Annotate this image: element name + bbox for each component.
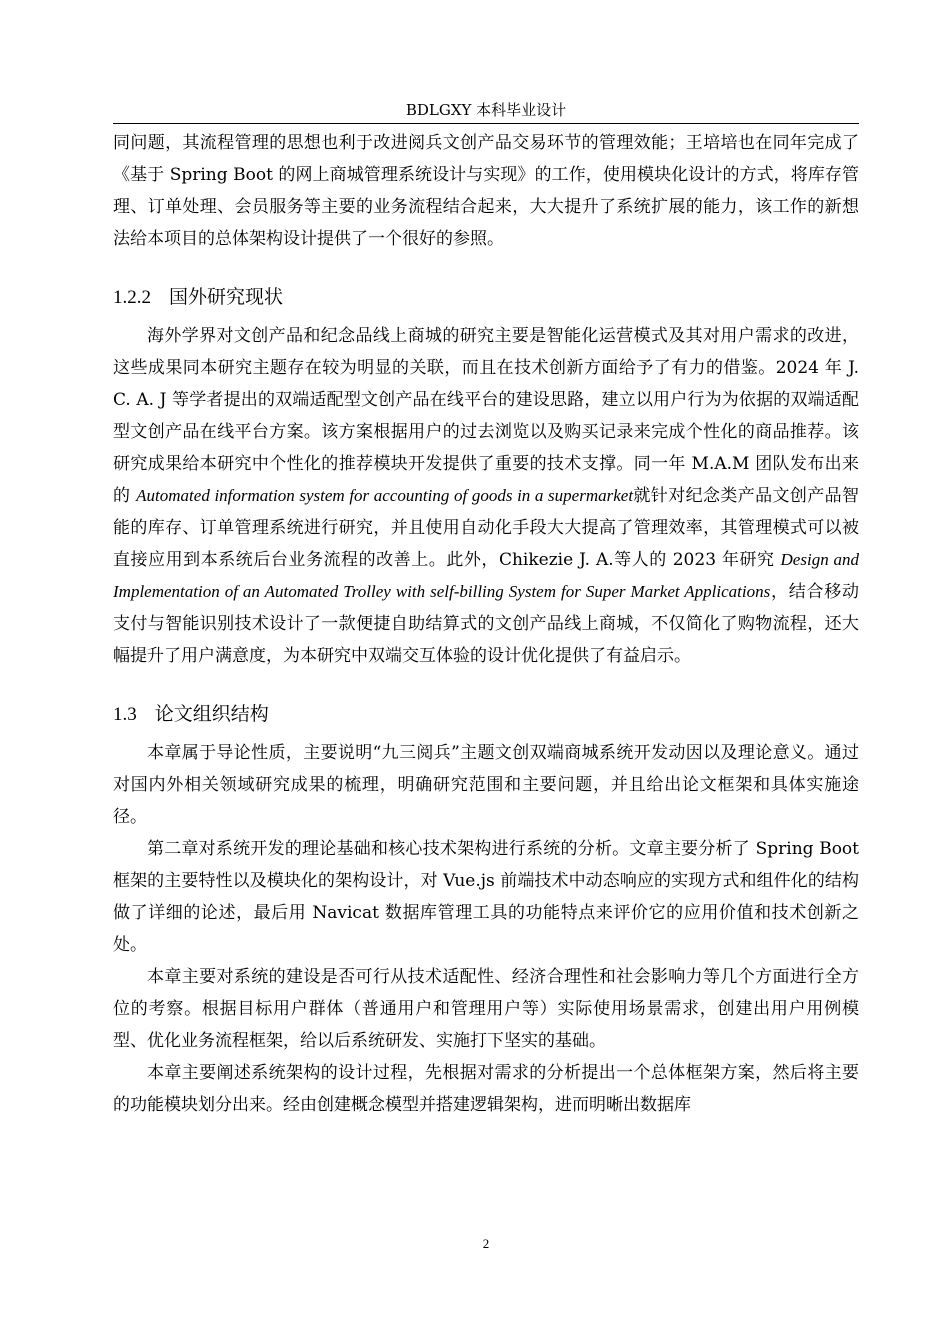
text-segment: ，结合移动支付与智能识别技术设计了一款便捷自助结算式的文创产品线上商城，不仅简化了购物流程，还大幅提升了用户满意度，为本研究中双端交互体验的设计优化提供了有益启示。 bbox=[113, 582, 860, 666]
paragraph-chapter-2: 第二章对系统开发的理论基础和核心技术架构进行系统的分析。文章主要分析了 Spring Boot 框架的主要特性以及模块化的架构设计，对 Vue.js 前端技术中动态响应的实现方式和组件化的结构做了详细的论述，最后用 Navicat 数据库管理工具的功能特点来评价它的应用价值和技术创新之处。 bbox=[113, 839, 859, 955]
paragraph-chapter-3: 本章主要对系统的建设是否可行从技术适配性、经济合理性和社会影响力等几个方面进行全方位的考察。根据目标用户群体（普通用户和管理用户等）实际使用场景需求，创建出用户用例模型、优化业务流程框架，给以后系统研发、实施打下坚实的基础。 bbox=[113, 967, 859, 1051]
section-title: 论文组织结构 bbox=[154, 703, 269, 725]
running-header: BDLGXY 本科毕业设计 bbox=[405, 101, 567, 119]
page-body bbox=[113, 127, 859, 1121]
paragraph-continuation: 同问题，其流程管理的思想也利于改进阅兵文创产品交易环节的管理效能；王培培也在同年完成了《基于 Spring Boot 的网上商城管理系统设计与实现》的工作，使用模块化设计的方式，将库存管理、订单处理、会员服务等主要的业务流程结合起来，大大提升了系统扩展的能力，该工作的新想法给本项目的总体架构设计提供了一个很好的参照。 bbox=[113, 133, 859, 249]
paragraph-chapter-4: 本章主要阐述系统架构的设计过程，先根据对需求的分析提出一个总体框架方案，然后将主要的功能模块划分出来。经由创建概念模型并搭建逻辑架构，进而明晰出数据库 bbox=[113, 1063, 859, 1115]
text-segment: 海外学界对文创产品和纪念品线上商城的研究主要是智能化运营模式及其对用户需求的改进，这些成果同本研究主题存在较为明显的关联，而且在技术创新方面给予了有力的借鉴。2024 年 J. C. A. J 等学者提出的双端适配型文创产品在线平台的建设思路，建立以用户行为为依据的双端适配型文创产品在线平台方案。该方案根据用户的过去浏览以及购买记录来完成个性化的商品推荐。该研究成果给本研究中个性化的推荐模块开发提供了重要的技术支撑。同一年 M.A.M 团队发布出来的 bbox=[113, 326, 859, 506]
page-number: 2 bbox=[482, 1236, 490, 1251]
cited-title-italic: Design and Implementation of an Automated Trolley with self-billing System for Super Market Applications bbox=[113, 550, 859, 601]
section-heading-1-3 bbox=[113, 698, 859, 731]
header-divider bbox=[113, 123, 859, 124]
section-number: 1.2.2 bbox=[113, 287, 151, 308]
paragraph-foreign-research bbox=[113, 320, 859, 672]
section-heading-1-2-2 bbox=[113, 281, 859, 314]
cited-title-italic: Automated information system for accounting of goods in a supermarket bbox=[136, 486, 634, 505]
section-number: 1.3 bbox=[113, 704, 137, 725]
paragraph-chapter-1: 本章属于导论性质，主要说明“九三阅兵”主题文创双端商城系统开发动因以及理论意义。通过对国内外相关领域研究成果的梳理，明确研究范围和主要问题，并且给出论文框架和具体实施途径。 bbox=[113, 743, 859, 827]
section-title: 国外研究现状 bbox=[169, 286, 284, 308]
text-segment: 就针对纪念类产品文创产品智能的库存、订单管理系统进行研究，并且使用自动化手段大大提高了管理效率，其管理模式可以被直接应用到本系统后台业务流程的改善上。此外，Chikezie J. A.等人的 2023 年研究 bbox=[113, 486, 860, 570]
